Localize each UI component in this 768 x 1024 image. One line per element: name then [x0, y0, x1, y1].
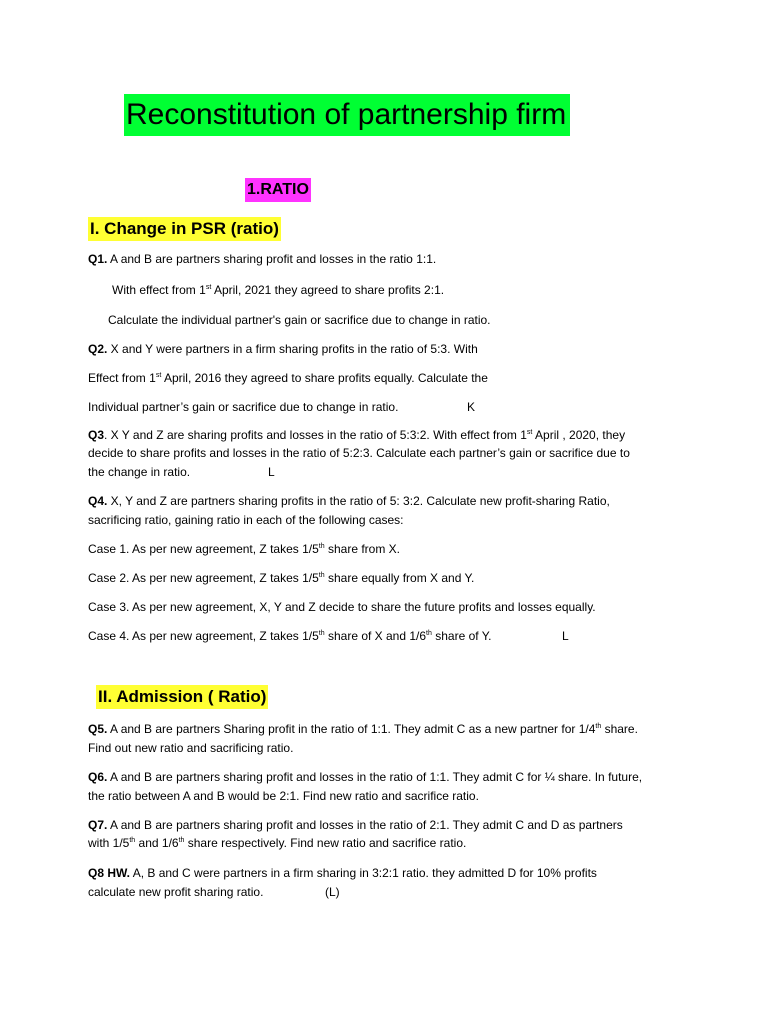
q7-text-1: A and B are partners sharing profit and losses in the ratio of 2:1. They admit C and D as partners [107, 818, 623, 832]
q2-line-3: Individual partner’s gain or sacrifice due to change in ratio. [88, 400, 399, 414]
q7-sup2: th [178, 837, 185, 844]
q3-sup: st [526, 429, 533, 436]
q4-case-4-sup2: th [426, 630, 432, 637]
q1-text-2a: With effect from 1 [112, 283, 206, 297]
heading-change-in-psr: I. Change in PSR (ratio) [88, 217, 281, 241]
q5-line-1 [88, 720, 638, 738]
q1-text-1: A and B are partners sharing profit and losses in the ratio 1:1. [107, 252, 437, 266]
q3-mark: L [268, 465, 275, 479]
q6-number: Q6. [88, 770, 108, 784]
q2-number: Q2. [88, 342, 108, 356]
q4-case-2-sup: th [318, 572, 325, 579]
q3-text-1b: April , 2020, they [532, 428, 626, 442]
q4-case-1-sup: th [318, 543, 325, 550]
q4-case-4-sup: th [318, 630, 325, 637]
q4-number: Q4. [88, 494, 108, 508]
q8-mark: (L) [325, 885, 340, 899]
q7-text-2a: with 1/5 [88, 836, 130, 850]
q8-text-1: A, B and C were partners in a firm sharing in 3:2:1 ratio. they admitted D for 10% profits [130, 866, 597, 880]
q4-case-4b: share of X and 1/6 [324, 629, 427, 643]
q4-case-1 [88, 540, 400, 558]
q4-case-4a: Case 4. As per new agreement, Z takes 1/5 [88, 629, 319, 643]
q3-text-1a: . X Y and Z are sharing profits and losses in the ratio of 5:3:2. With effect from 1 [104, 428, 527, 442]
q1-sup: st [205, 284, 212, 291]
q7-text-2c: share respectively. Find new ratio and sacrifice ratio. [184, 836, 467, 850]
q4-case-4 [88, 627, 492, 645]
q4-line-1 [88, 492, 610, 510]
q3-number: Q3 [88, 428, 105, 442]
q4-case-3: Case 3. As per new agreement, X, Y and Z decide to share the future profits and losses equally. [88, 600, 596, 614]
q7-line-2 [88, 834, 466, 852]
q4-mark: L [562, 629, 569, 643]
q8-number: Q8 HW. [88, 866, 131, 880]
q7-line-1 [88, 816, 623, 834]
q6-line-2: the ratio between A and B would be 2:1. Find new ratio and sacrifice ratio. [88, 789, 479, 803]
q5-text-1b: share. [601, 722, 638, 736]
q1-line-1 [88, 250, 436, 268]
q6-text-1: A and B are partners sharing profit and losses in the ratio of 1:1. They admit C for ¼ share. In future, [107, 770, 643, 784]
q4-text-1: X, Y and Z are partners sharing profits in the ratio of 5: 3:2. Calculate new profit-sharing Ratio, [107, 494, 610, 508]
q5-text-1a: A and B are partners Sharing profit in the ratio of 1:1. They admit C as a new partner for 1/4 [107, 722, 596, 736]
q2-text-2a: Effect from 1 [88, 371, 156, 385]
q7-number: Q7. [88, 818, 108, 832]
section-tag-ratio: 1.RATIO [245, 178, 311, 202]
q5-number: Q5. [88, 722, 108, 736]
q1-text-2b: April, 2021 they agreed to share profits 2:1. [211, 283, 445, 297]
q2-line-1 [88, 340, 478, 358]
q8-line-1 [88, 864, 597, 882]
q4-case-1a: Case 1. As per new agreement, Z takes 1/5 [88, 542, 319, 556]
q4-case-2 [88, 569, 474, 587]
q5-sup: th [595, 723, 602, 730]
q4-line-2: sacrificing ratio, gaining ratio in each of the following cases: [88, 513, 404, 527]
q2-text-1: X and Y were partners in a firm sharing profits in the ratio of 5:3. With [107, 342, 478, 356]
q1-line-2 [112, 281, 444, 299]
q3-line-1 [88, 426, 625, 444]
q4-case-2b: share equally from X and Y. [324, 571, 475, 585]
q7-text-2b: and 1/6 [135, 836, 179, 850]
q1-number: Q1. [88, 252, 108, 266]
document-title: Reconstitution of partnership firm [124, 94, 570, 136]
q1-line-3: Calculate the individual partner's gain or sacrifice due to change in ratio. [108, 313, 491, 327]
heading-admission: II. Admission ( Ratio) [96, 685, 268, 709]
q2-mark: K [467, 400, 476, 414]
q8-line-2: calculate new profit sharing ratio. [88, 885, 264, 899]
q3-line-3: the change in ratio. [88, 465, 191, 479]
q2-text-2b: April, 2016 they agreed to share profits equally. Calculate the [161, 371, 488, 385]
q4-case-1b: share from X. [324, 542, 400, 556]
q4-case-2a: Case 2. As per new agreement, Z takes 1/5 [88, 571, 319, 585]
q6-line-1 [88, 768, 642, 786]
q5-line-2: Find out new ratio and sacrificing ratio. [88, 741, 294, 755]
q7-sup: th [129, 837, 136, 844]
q2-line-2 [88, 369, 488, 387]
q3-line-2: decide to share profits and losses in the ratio of 5:2:3. Calculate each partner’s gain or sacrifice due to [88, 446, 630, 460]
q4-case-4c: share of Y. [431, 629, 492, 643]
q2-sup: st [155, 372, 162, 379]
